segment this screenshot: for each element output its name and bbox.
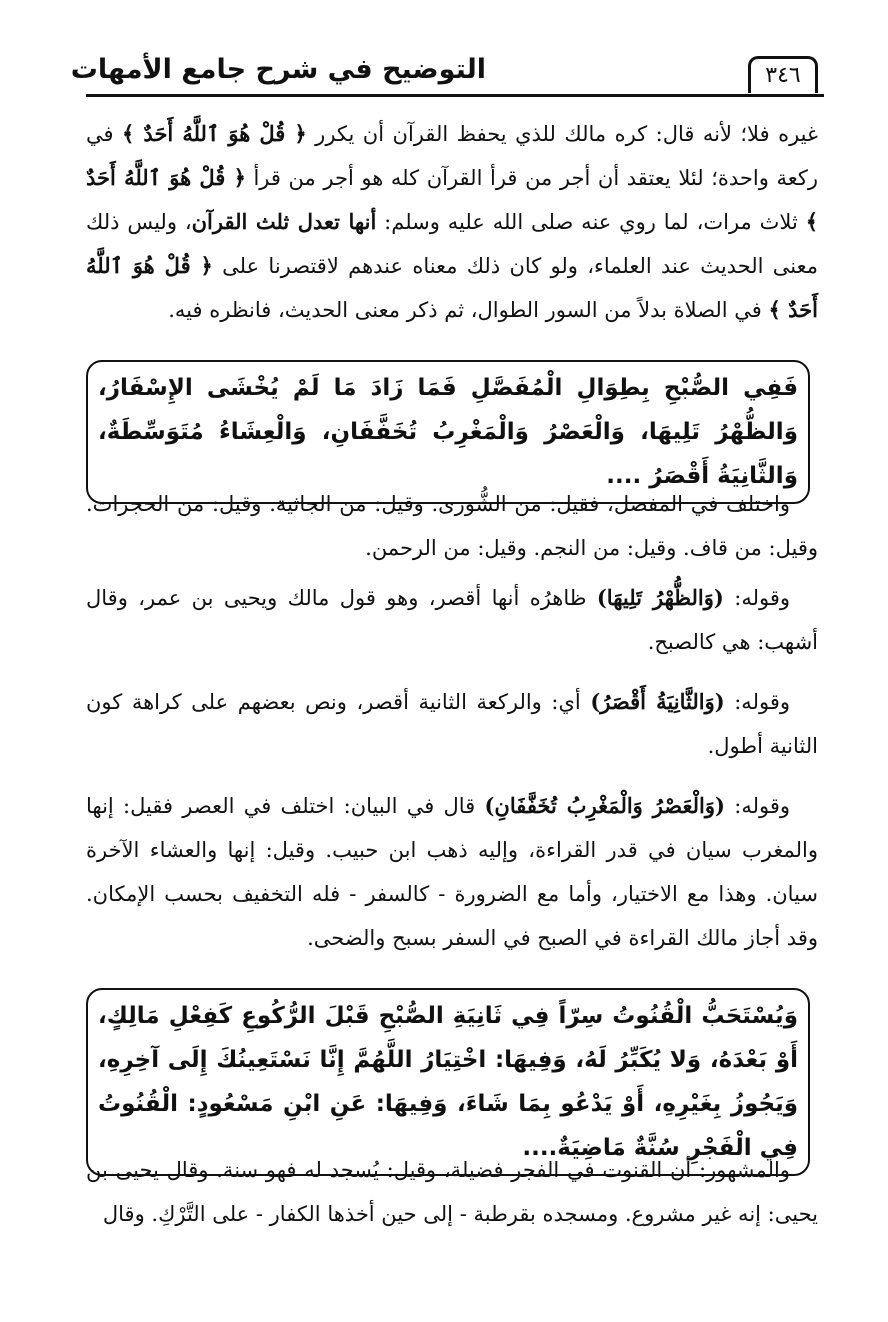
running-title: التوضيح في شرح جامع الأمهات: [70, 54, 486, 85]
commentary-text: قال في البيان: اختلف في العصر فقيل: إنها والمغرب سيان في قدر القراءة، وإليه ذهب ابن حبيب. وقيل: إنها والعشاء الآخرة سيان. وهذا مع الاختيار، وأما مع الضرورة - كالسفر - فله التخفيف بحسب الإمكان. وقد أجاز مالك القراءة في الصبح في السفر بسبح والضحى.: [86, 794, 818, 950]
commentary-text: ظاهرُه أنها أقصر، وهو قول مالك ويحيى بن عمر، وقال أشهب: هي كالصبح.: [86, 586, 818, 654]
matn-term: (وَالظُّهْرُ تَلِيهَا): [596, 585, 724, 610]
matn-box-2: وَيُسْتَحَبُّ الْقُنُوتُ سِرّاً فِي ثَانِيَةِ الصُّبْحِ قَبْلَ الرُّكُوعِ كَفِعْلِ مَالِكٍ، أَوْ بَعْدَهُ، وَلا يُكَبِّرُ لَهُ، وَفِيهَا: اخْتِيَارُ اللَّهُمَّ إِنَّا نَسْتَعِينُكَ إِلَى آخِرِهِ، وَيَجُوزُ بِغَيْرِهِ، أَوْ يَدْعُو بِمَا شَاءَ، وَفِيهَا: عَنِ ابْنِ مَسْعُودٍ: الْقُنُوتُ فِي الْفَجْرِ سُنَّةٌ مَاضِيَةٌ....: [86, 988, 810, 1176]
quran-quote: ﴿ قُلْ هُوَ ٱللَّهُ أَحَدٌ ﴾: [122, 121, 307, 146]
paragraph-6: والمشهور: أن القنوت في الفجر فضيلة، وقيل: يُسجد له فهو سنة. وقال يحيى بن يحيى: إنه غير مشروع. ومسجده بقرطبة - إلى حين أخذها الكفار - على التَّرْكِ. وقال: [86, 1158, 818, 1226]
para1-text-a: غيره فلا؛ لأنه قال: كره مالك للذي يحفظ القرآن أن يكرر: [306, 122, 818, 146]
para1-text-d: ، وليس ذلك معنى الحديث عند العلماء، ولو كان ذلك معناه عندهم لاقتصرنا على: [86, 210, 818, 278]
header-rule: [86, 94, 824, 97]
para1-text-c: ثلاث مرات، لما روي عنه صلى الله عليه وسلم:: [376, 210, 806, 234]
paragraph-3: [86, 576, 818, 664]
lead-text: وقوله:: [724, 794, 791, 818]
lead-text: وقوله:: [724, 690, 790, 714]
paragraph-4: [86, 680, 818, 768]
paragraph-2: واختلف في المفصل، فقيل: من الشُّورى. وقيل: من الجاثية. وقيل: من الحجرات. وقيل: من قاف. وقيل: من النجم. وقيل: من الرحمن.: [86, 492, 818, 560]
matn-term: (وَالثَّانِيَةُ أَقْصَرُ): [590, 689, 725, 714]
para1-text-e: في الصلاة بدلاً من السور الطوال، ثم ذكر معنى الحديث، فانظره فيه.: [168, 298, 769, 322]
paragraph-1: [86, 112, 818, 332]
paragraph-5: [86, 784, 818, 960]
hadith-text: أنها تعدل ثلث القرآن: [191, 209, 377, 234]
matn-box-1: فَفِي الصُّبْحِ بِطِوَالِ الْمُفَصَّلِ فَمَا زَادَ مَا لَمْ يُخْشَى الإِسْفَارُ، وَالظُّهْرُ تَلِيهَا، وَالْعَصْرُ وَالْمَغْرِبُ تُخَفَّفَانِ، وَالْعِشَاءُ مُتَوَسِّطَةٌ، وَالثَّانِيَةُ أَقْصَرُ ....: [86, 360, 810, 504]
commentary-text: أي: والركعة الثانية أقصر، ونص بعضهم على كراهة كون الثانية أطول.: [86, 690, 818, 758]
matn-term: (وَالْعَصْرُ وَالْمَغْرِبُ تُخَفَّفَانِ): [484, 793, 725, 818]
para1-text-b: في ركعة واحدة؛ لئلا يعتقد أن أجر من قرأ القرآن كله هو أجر من قرأ: [86, 122, 818, 190]
page-number: ٣٤٦: [748, 56, 818, 93]
quran-quote: ﴿ قُلْ هُوَ ٱللَّهُ أَحَدٌ ﴾: [86, 253, 818, 322]
lead-text: وقوله:: [723, 586, 791, 610]
quran-quote: ﴿ قُلْ هُوَ ٱللَّهُ أَحَدٌ ﴾: [86, 165, 818, 234]
